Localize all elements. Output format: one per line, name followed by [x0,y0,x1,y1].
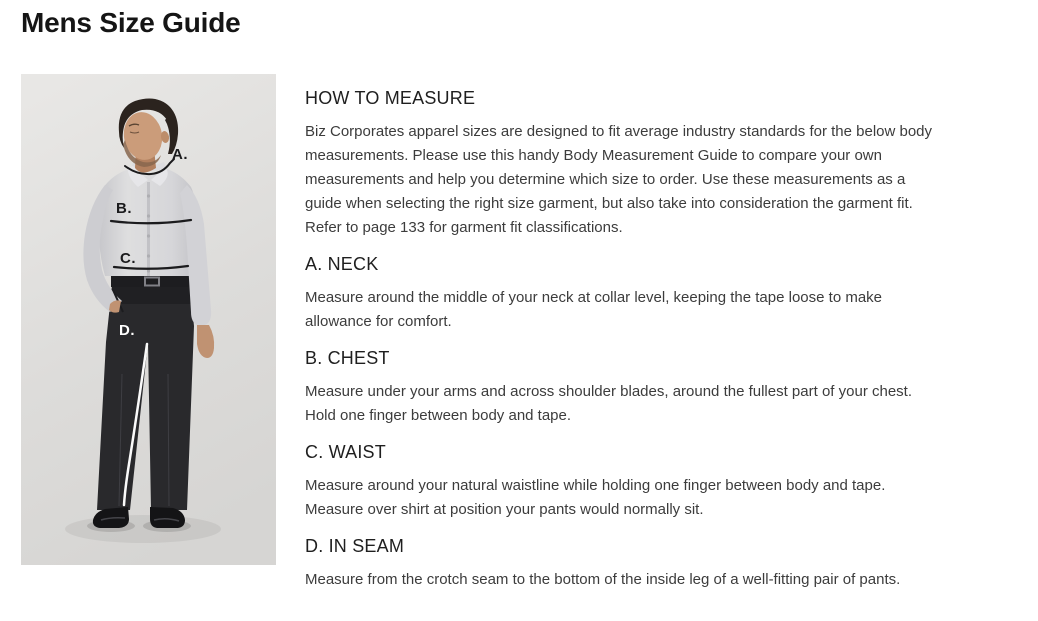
measure-label-neck: A. [172,146,188,163]
section-heading: A. NECK [305,254,379,274]
floor-shadow [65,515,221,543]
section-how-to-measure [305,88,943,240]
section-waist [305,442,943,522]
section-body: Measure from the crotch seam to the bottom of the inside leg of a well-fitting pair of pants. [305,571,901,588]
section-chest [305,348,943,428]
measure-label-chest: B. [116,200,132,217]
section-inseam [305,536,943,592]
page-title: Mens Size Guide [21,7,241,38]
section-heading: B. CHEST [305,348,390,368]
section-neck [305,254,943,334]
section-body: Measure around the middle of your neck at collar level, keeping the tape loose to make allowance for comfort. [305,289,883,330]
measure-label-waist: C. [120,250,136,267]
belt-shape [111,276,191,287]
section-body: Biz Corporates apparel sizes are designed to fit average industry standards for the below body measurements. Please use this handy Body Measurement Guide to compare your own measurements and help you determine which size to order. Use these measurements as a guide when selecting the right size garment, but also take into consideration the garment fit. Refer to page 133 for garment fit classifications. [305,123,933,236]
model-illustration [21,74,276,565]
section-heading: D. IN SEAM [305,536,405,556]
section-heading: HOW TO MEASURE [305,88,476,108]
measure-label-inseam: D. [119,322,135,339]
section-heading: C. WAIST [305,442,386,462]
measurement-instructions [305,88,943,606]
section-body: Measure under your arms and across shoulder blades, around the fullest part of your chest. Hold one finger between body and tape. [305,383,912,424]
measurement-photo [21,74,276,565]
section-body: Measure around your natural waistline while holding one finger between body and tape. Measure over shirt at position your pants would normally sit. [305,477,886,518]
